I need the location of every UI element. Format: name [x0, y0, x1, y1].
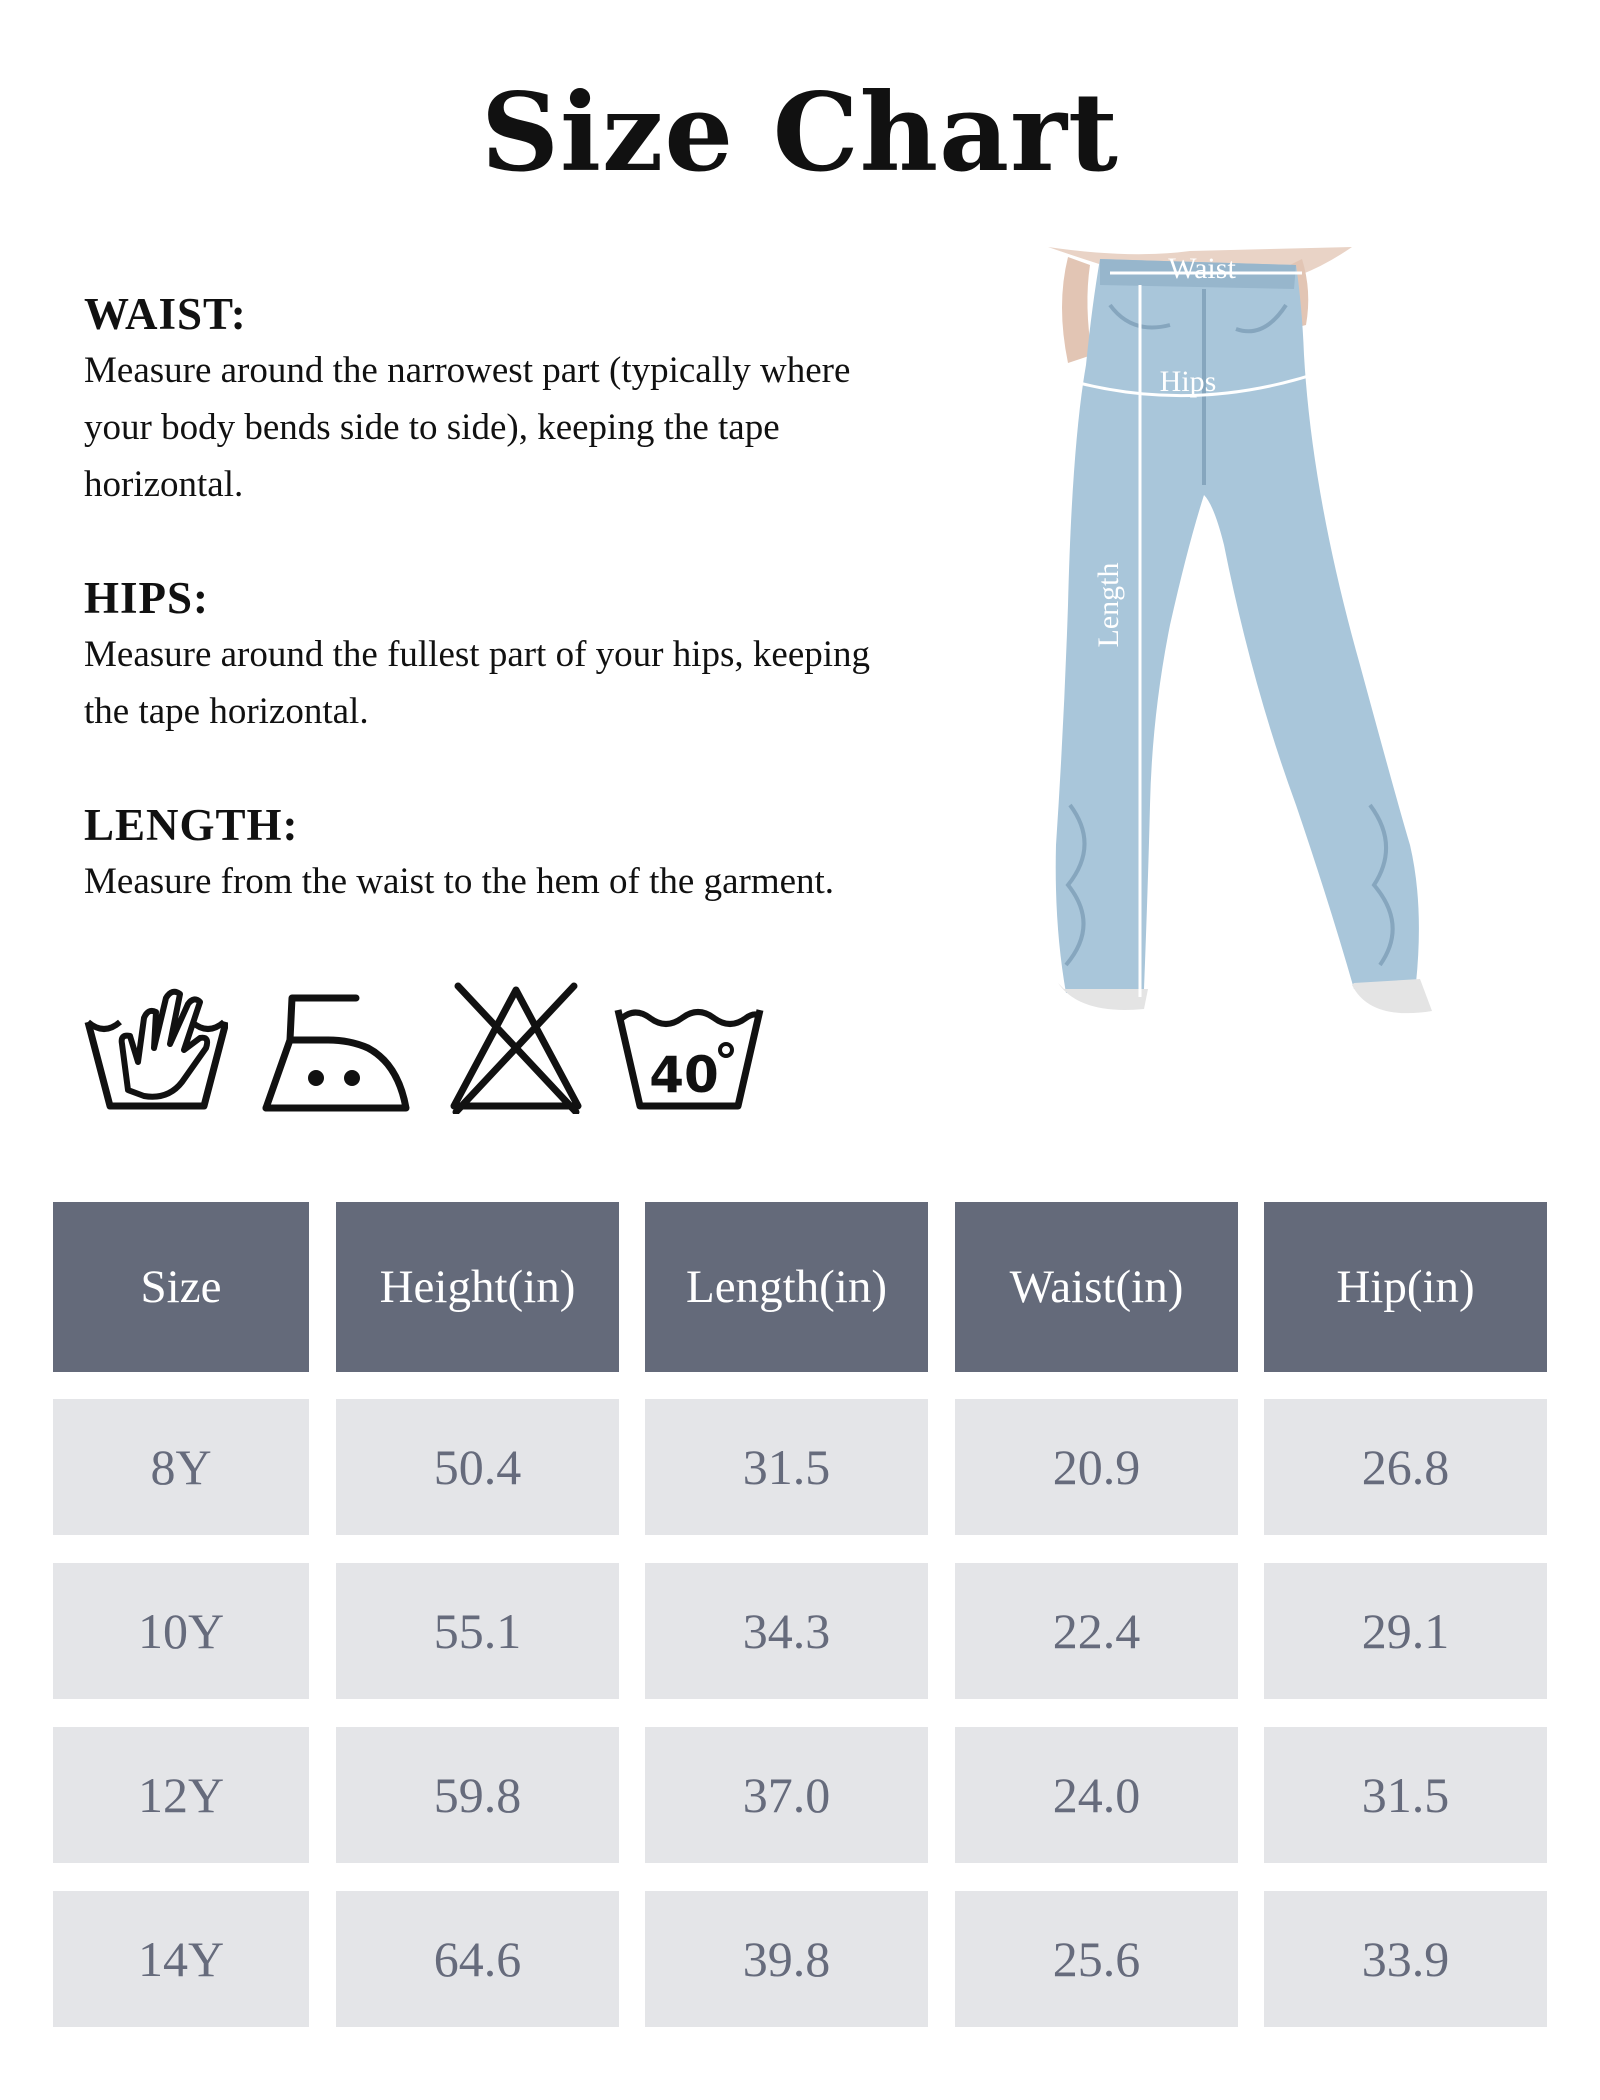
waist-instructions: Measure around the narrowest part (typically where your body bends side to side), keeping the tape horizontal.: [84, 350, 851, 505]
length-instructions: Measure from the waist to the hem of the garment.: [84, 861, 835, 902]
table-cell: 22.4: [955, 1563, 1238, 1699]
header-cell: Length(in): [645, 1202, 928, 1372]
table-cell: 12Y: [53, 1727, 309, 1863]
table-cell: 33.9: [1264, 1891, 1547, 2027]
table-cell: 10Y: [53, 1563, 309, 1699]
header-cell: Height(in): [336, 1202, 619, 1372]
table-cell: 25.6: [955, 1891, 1238, 2027]
table-cell: 26.8: [1264, 1399, 1547, 1535]
header-cell: Size: [53, 1202, 309, 1372]
table-cell: 31.5: [1264, 1727, 1547, 1863]
iron-medium-heat-icon: [260, 978, 410, 1114]
table-cell: 39.8: [645, 1891, 928, 2027]
header-cell: Waist(in): [955, 1202, 1238, 1372]
length-guide: [84, 797, 904, 910]
wash-temp-label: 40: [649, 1046, 719, 1104]
table-cell: 37.0: [645, 1727, 928, 1863]
table-cell: 20.9: [955, 1399, 1238, 1535]
care-icons: [84, 978, 784, 1118]
waist-heading: WAIST:: [84, 289, 247, 339]
table-cell: 34.3: [645, 1563, 928, 1699]
do-not-bleach-icon: [446, 978, 586, 1114]
table-cell: 59.8: [336, 1727, 619, 1863]
table-cell: 14Y: [53, 1891, 309, 2027]
hand-wash-icon: [84, 978, 228, 1114]
table-cell: 29.1: [1264, 1563, 1547, 1699]
header-cell: Hip(in): [1264, 1202, 1547, 1372]
jeans-measurement-figure: [1040, 245, 1500, 1045]
table-cell: 8Y: [53, 1399, 309, 1535]
table-cell: 50.4: [336, 1399, 619, 1535]
table-cell: 55.1: [336, 1563, 619, 1699]
waist-guide: [84, 286, 904, 513]
figure-hips-label: Hips: [1159, 365, 1217, 398]
hips-instructions: Measure around the fullest part of your hips, keeping the tape horizontal.: [84, 634, 871, 732]
figure-length-label: Length: [1092, 562, 1125, 648]
table-cell: 64.6: [336, 1891, 619, 2027]
table-cell: 24.0: [955, 1727, 1238, 1863]
length-heading: LENGTH:: [84, 800, 299, 850]
figure-waist-label: Waist: [1168, 252, 1236, 285]
jeans-illustration: [1040, 245, 1500, 1045]
hips-heading: HIPS:: [84, 573, 210, 623]
page-title: Size Chart: [481, 70, 1119, 196]
wash-40-degrees-icon: [614, 978, 764, 1114]
table-cell: 31.5: [645, 1399, 928, 1535]
hips-guide: [84, 570, 904, 740]
